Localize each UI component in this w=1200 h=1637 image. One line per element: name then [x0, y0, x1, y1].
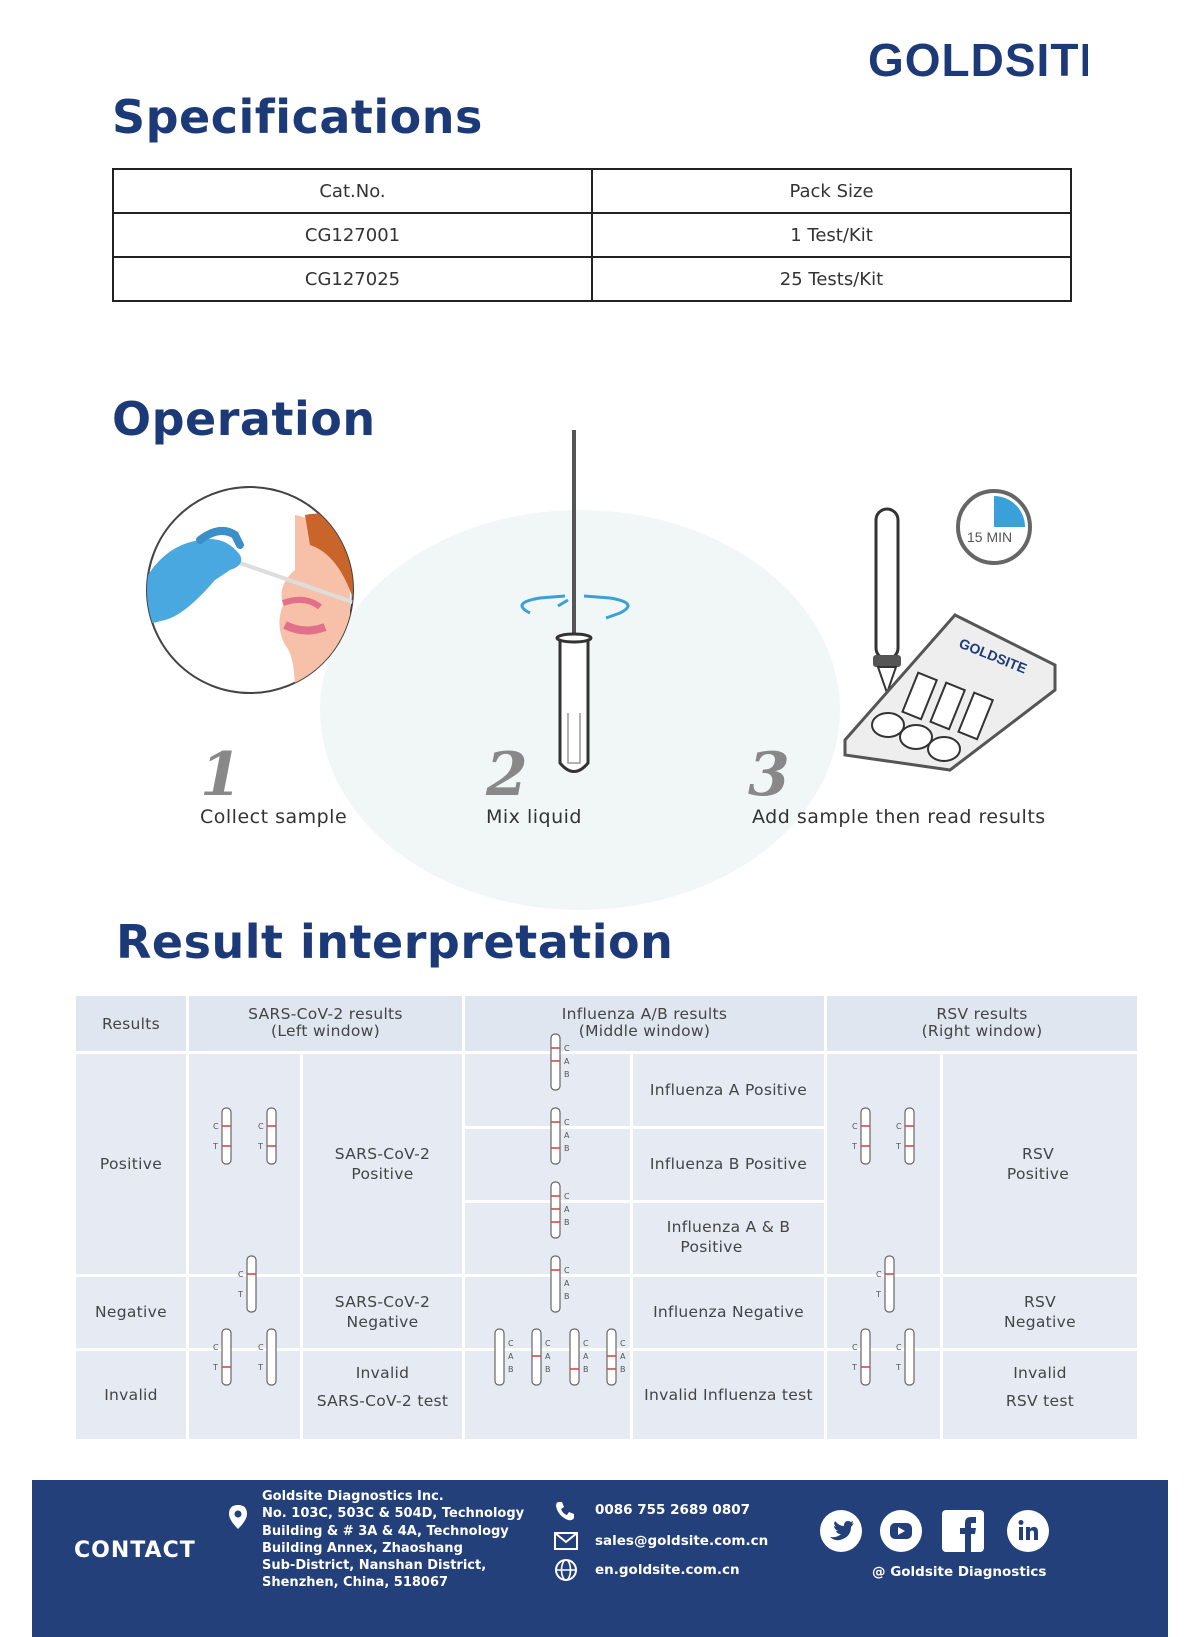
email-link[interactable]: sales@goldsite.com.cn: [595, 1533, 769, 1549]
svg-text:T: T: [258, 1363, 263, 1372]
rsv-negative-line2: Negative: [1004, 1312, 1076, 1331]
svg-text:15 MIN: 15 MIN: [967, 529, 1013, 545]
test-strip: [551, 1034, 570, 1090]
address-block: [262, 1488, 524, 1592]
svg-text:C: C: [508, 1339, 514, 1348]
svg-text:C: C: [258, 1343, 264, 1352]
svg-text:C: C: [852, 1122, 858, 1131]
table-row: [113, 213, 1071, 257]
step-2-label: Mix liquid: [486, 806, 582, 828]
test-strip: [851, 1329, 870, 1385]
svg-text:C: C: [213, 1122, 219, 1131]
test-strips: [76, 996, 1137, 1439]
svg-text:T: T: [876, 1290, 881, 1299]
svg-text:T: T: [238, 1290, 243, 1299]
step-2-number: 2: [486, 740, 528, 810]
svg-text:A: A: [508, 1352, 514, 1361]
email-icon: [554, 1532, 578, 1550]
test-strip: [895, 1329, 914, 1385]
flu-ab-positive-line2: Positive: [680, 1237, 743, 1256]
svg-text:T: T: [852, 1363, 857, 1372]
address-line: Shenzhen, China, 518067: [262, 1575, 449, 1591]
test-strip: [895, 1108, 914, 1164]
svg-text:B: B: [564, 1144, 570, 1153]
globe-icon: [554, 1558, 578, 1582]
svg-text:C: C: [545, 1339, 551, 1348]
test-strip: [851, 1108, 870, 1164]
step-1-label: Collect sample: [200, 806, 348, 828]
rsv-positive-line2: Positive: [1006, 1164, 1070, 1183]
address-line: Sub-District, Nanshan District,: [262, 1558, 487, 1574]
spec-pack-size: 25 Tests/Kit: [592, 257, 1071, 301]
address-line: No. 103C, 503C & 504D, Technology: [262, 1506, 525, 1522]
svg-text:T: T: [896, 1363, 901, 1372]
row-label-negative: Negative: [95, 1303, 167, 1322]
svg-text:C: C: [583, 1339, 589, 1348]
flu-invalid: Invalid Influenza test: [644, 1385, 813, 1404]
svg-text:C: C: [564, 1266, 570, 1275]
test-strip: [532, 1329, 551, 1385]
row-label-invalid: Invalid: [104, 1385, 158, 1404]
sars-positive-line2: Positive: [351, 1164, 414, 1183]
location-pin-icon: [228, 1504, 248, 1530]
test-strip: [212, 1329, 231, 1385]
spec-header-row: [113, 169, 1071, 213]
sars-invalid-line2: SARS-CoV-2 test: [316, 1391, 449, 1410]
spec-cat-no: CG127001: [113, 213, 592, 257]
header-results: Results: [101, 1014, 161, 1033]
step-3-number: 3: [748, 740, 790, 810]
results-table: [76, 996, 1137, 1439]
phone-icon: [554, 1500, 576, 1522]
header-rsv-title: RSV results: [936, 1004, 1028, 1023]
test-strip: [570, 1329, 589, 1385]
test-strip: [551, 1108, 570, 1164]
flu-a-positive: Influenza A Positive: [649, 1080, 808, 1099]
svg-text:A: A: [620, 1352, 626, 1361]
svg-text:A: A: [545, 1352, 551, 1361]
test-strip: [212, 1108, 231, 1164]
row-label-positive: Positive: [99, 1154, 163, 1173]
flu-negative: Influenza Negative: [653, 1303, 804, 1322]
svg-text:A: A: [564, 1131, 570, 1140]
svg-text:C: C: [564, 1192, 570, 1201]
header-sars-window: (Left window): [271, 1021, 380, 1040]
rsv-invalid-line2: RSV test: [1005, 1391, 1075, 1410]
svg-text:A: A: [564, 1057, 570, 1066]
header-rsv-window: (Right window): [921, 1021, 1043, 1040]
svg-text:T: T: [896, 1142, 901, 1151]
rsv-negative-line1: RSV: [1023, 1292, 1057, 1311]
test-strip: [495, 1329, 514, 1385]
test-strip: [257, 1329, 276, 1385]
header-flu-title: Influenza A/B results: [561, 1004, 728, 1023]
header-sars-title: SARS-CoV-2 results: [248, 1004, 403, 1023]
svg-text:C: C: [213, 1343, 219, 1352]
youtube-icon[interactable]: [880, 1510, 922, 1552]
twitter-icon[interactable]: [820, 1510, 862, 1552]
svg-text:GOLDSITE: GOLDSITE: [868, 34, 1088, 86]
svg-text:C: C: [876, 1270, 882, 1279]
svg-text:B: B: [545, 1365, 551, 1374]
sars-positive-line1: SARS-CoV-2: [334, 1144, 431, 1163]
facebook-icon[interactable]: [942, 1510, 984, 1552]
contact-footer: [32, 1480, 1168, 1637]
svg-text:T: T: [258, 1142, 263, 1151]
social-handle: @ Goldsite Diagnostics: [872, 1564, 1047, 1580]
spec-cat-no: CG127025: [113, 257, 592, 301]
test-strip: [551, 1182, 570, 1238]
test-strip: [607, 1329, 626, 1385]
step-1-number: 1: [200, 740, 242, 810]
svg-text:C: C: [238, 1270, 244, 1279]
company-name: Goldsite Diagnostics Inc.: [262, 1489, 444, 1504]
svg-text:A: A: [564, 1279, 570, 1288]
svg-text:B: B: [564, 1070, 570, 1079]
svg-text:C: C: [564, 1118, 570, 1127]
svg-text:B: B: [564, 1218, 570, 1227]
address-line: Building & # 3A & 4A, Technology: [262, 1523, 509, 1539]
spec-header-pack-size: Pack Size: [592, 169, 1071, 213]
test-strip: [875, 1256, 894, 1312]
header-flu-window: (Middle window): [578, 1021, 711, 1040]
sars-negative-line1: SARS-CoV-2: [334, 1292, 431, 1311]
test-strip: [257, 1108, 276, 1164]
svg-text:C: C: [896, 1122, 902, 1131]
rsv-invalid-line1: Invalid: [1013, 1363, 1067, 1382]
svg-text:B: B: [620, 1365, 626, 1374]
specifications-table: [112, 168, 1072, 302]
svg-text:C: C: [258, 1122, 264, 1131]
svg-text:GOLDSITE: GOLDSITE: [956, 634, 1030, 677]
flu-b-positive: Influenza B Positive: [649, 1155, 808, 1174]
svg-text:C: C: [852, 1343, 858, 1352]
specifications-heading: Specifications: [112, 90, 483, 144]
goldsite-logo: [868, 30, 1088, 86]
flu-ab-positive-line1: Influenza A & B: [666, 1217, 791, 1236]
contact-label: CONTACT: [74, 1538, 196, 1563]
svg-text:B: B: [583, 1365, 589, 1374]
table-row: [113, 257, 1071, 301]
svg-text:C: C: [896, 1343, 902, 1352]
svg-text:B: B: [508, 1365, 514, 1374]
svg-text:C: C: [564, 1044, 570, 1053]
rsv-positive-line1: RSV: [1021, 1144, 1055, 1163]
tube-mixing-icon: [510, 428, 640, 780]
step-3-label: Add sample then read results: [752, 806, 1046, 828]
address-line: Building Annex, Zhaoshang: [262, 1540, 463, 1556]
test-strip: [237, 1256, 256, 1312]
test-cassette-icon: [840, 505, 1060, 780]
svg-text:A: A: [583, 1352, 589, 1361]
svg-text:C: C: [620, 1339, 626, 1348]
spec-pack-size: 1 Test/Kit: [592, 213, 1071, 257]
sars-invalid-line1: Invalid: [355, 1363, 410, 1382]
svg-text:T: T: [213, 1142, 218, 1151]
svg-text:B: B: [564, 1292, 570, 1301]
nasal-swab-icon: [145, 485, 355, 695]
website-link[interactable]: en.goldsite.com.cn: [595, 1562, 740, 1578]
phone-number[interactable]: 0086 755 2689 0807: [595, 1502, 750, 1518]
linkedin-icon[interactable]: [1007, 1510, 1049, 1552]
svg-text:T: T: [852, 1142, 857, 1151]
test-strip: [551, 1256, 570, 1312]
sars-negative-line2: Negative: [346, 1312, 419, 1331]
svg-text:A: A: [564, 1205, 570, 1214]
result-interpretation-heading: Result interpretation: [116, 915, 674, 969]
spec-header-cat-no: Cat.No.: [113, 169, 592, 213]
svg-text:T: T: [213, 1363, 218, 1372]
operation-heading: Operation: [112, 392, 376, 446]
